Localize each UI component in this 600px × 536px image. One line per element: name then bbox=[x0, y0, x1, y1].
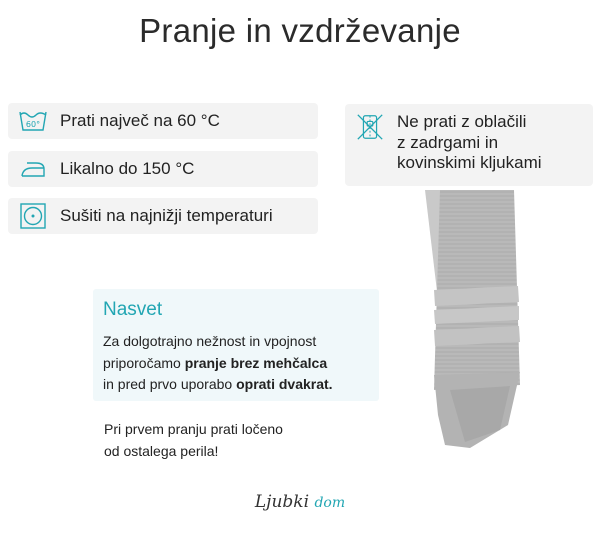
care-item-label bbox=[397, 112, 542, 174]
tip-box bbox=[93, 289, 379, 401]
wash-60-icon bbox=[18, 106, 48, 136]
towel-image bbox=[410, 190, 530, 460]
tip-title: Nasvet bbox=[103, 299, 163, 320]
tip-line: priporočamo bbox=[103, 354, 185, 371]
care-item-label: Prati največ na 60 °C bbox=[60, 111, 220, 131]
note-line: od ostalega perila! bbox=[104, 442, 219, 459]
tip-line: Za dolgotrajno nežnost in vpojnost bbox=[103, 333, 317, 349]
tip-line: in pred prvo uporabo bbox=[103, 376, 237, 393]
brand-logo bbox=[0, 492, 600, 512]
wash-note bbox=[104, 419, 364, 462]
care-item-label: Likalno do 150 °C bbox=[60, 159, 195, 179]
label-line: kovinskimi kljukami bbox=[397, 153, 542, 173]
care-item-dry bbox=[8, 198, 318, 234]
care-item-label: Sušiti na najnižji temperaturi bbox=[60, 206, 273, 226]
care-item-no-zippers bbox=[345, 104, 593, 186]
iron-icon bbox=[18, 154, 48, 184]
logo-part: dom bbox=[314, 495, 346, 511]
care-item-iron bbox=[8, 151, 318, 187]
tumble-dry-low-icon bbox=[18, 201, 48, 231]
logo-part: Ljubki bbox=[254, 492, 310, 512]
care-item-wash bbox=[8, 103, 318, 139]
no-wash-with-zippers-icon bbox=[355, 112, 385, 142]
tip-emphasis: oprati dvakrat. bbox=[236, 376, 333, 393]
page-title: Pranje in vzdrževanje bbox=[139, 12, 461, 49]
label-line: Ne prati z oblačili bbox=[397, 112, 527, 131]
tip-emphasis: pranje brez mehčalca bbox=[184, 354, 328, 371]
note-line: Pri prvem pranju prati ločeno bbox=[104, 421, 283, 437]
label-line: z zadrgami in bbox=[397, 132, 499, 152]
wash-temp-label: 60° bbox=[25, 120, 41, 129]
tip-body bbox=[103, 331, 375, 396]
